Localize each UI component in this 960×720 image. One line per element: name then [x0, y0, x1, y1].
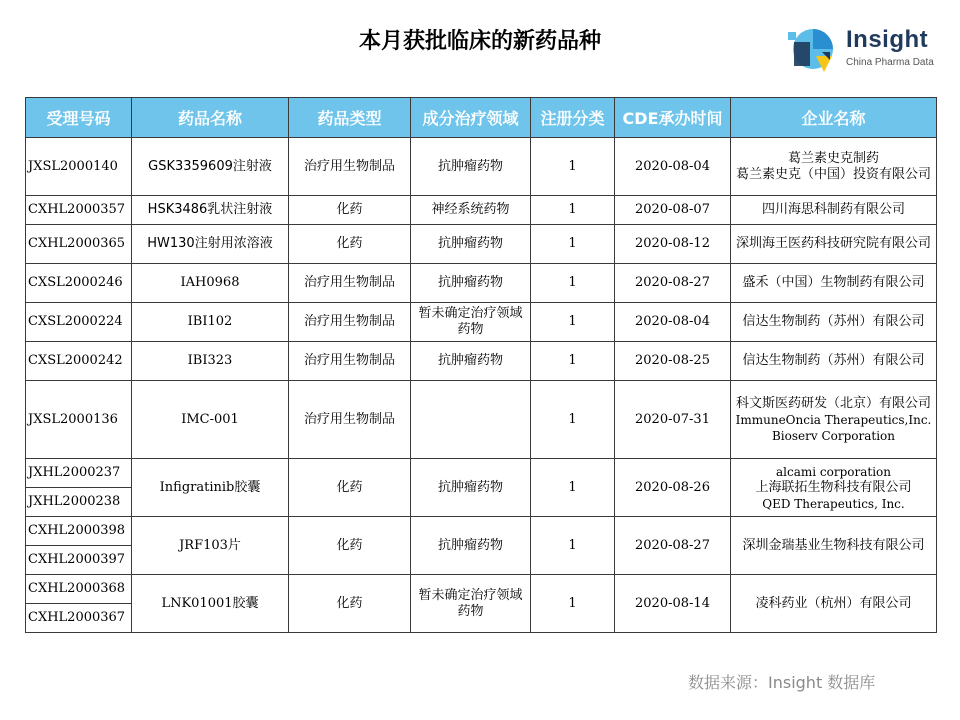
- reg-class: 1: [531, 517, 615, 575]
- acceptance-id: CXSL2000242: [26, 342, 132, 381]
- acceptance-id: CXHL2000357: [26, 196, 132, 225]
- cde-date: 2020-07-31: [615, 381, 731, 459]
- table-row: [26, 517, 937, 546]
- company: [731, 459, 937, 517]
- company-line: 凌科药业（杭州）有限公司: [755, 595, 912, 611]
- company: [731, 264, 937, 303]
- reg-class: 1: [531, 303, 615, 342]
- acceptance-id: CXSL2000246: [26, 264, 132, 303]
- reg-class: 1: [531, 225, 615, 264]
- company-line: 葛兰素史克制药: [787, 150, 879, 166]
- acceptance-id: CXSL2000224: [26, 303, 132, 342]
- reg-class: 1: [531, 138, 615, 196]
- header-cell: 企业名称: [731, 98, 937, 138]
- drug-name: HW130注射用浓溶液: [132, 225, 289, 264]
- cde-date: 2020-08-27: [615, 264, 731, 303]
- company-line: ImmuneOncia Therapeutics,Inc.: [735, 412, 932, 427]
- therapy-area: 暂未确定治疗领域药物: [411, 303, 531, 342]
- reg-class: 1: [531, 459, 615, 517]
- drug-type: 化药: [289, 196, 411, 225]
- company-line: QED Therapeutics, Inc.: [762, 496, 905, 511]
- acceptance-id: JXSL2000140: [26, 138, 132, 196]
- company: [731, 225, 937, 264]
- company: [731, 196, 937, 225]
- drug-type: 化药: [289, 459, 411, 517]
- company-line: 深圳海王医药科技研究院有限公司: [735, 236, 931, 251]
- table-row: [26, 459, 937, 488]
- drug-name: IAH0968: [132, 264, 289, 303]
- therapy-area: 抗肿瘤药物: [411, 264, 531, 303]
- acceptance-id: CXHL2000368: [26, 575, 132, 604]
- header-cell: 注册分类: [531, 98, 615, 138]
- company: [731, 303, 937, 342]
- drug-name: JRF103片: [132, 517, 289, 575]
- company-line: 盛禾（中国）生物制药有限公司: [742, 275, 925, 290]
- acceptance-id: JXSL2000136: [26, 381, 132, 459]
- cde-date: 2020-08-26: [615, 459, 731, 517]
- drug-name: GSK3359609注射液: [132, 138, 289, 196]
- company: [731, 517, 937, 575]
- table-row: [26, 196, 937, 225]
- therapy-area: 抗肿瘤药物: [411, 459, 531, 517]
- company-line: 信达生物制药（苏州）有限公司: [742, 314, 925, 329]
- table-row: [26, 575, 937, 604]
- table-row: [26, 381, 937, 459]
- acceptance-id: CXHL2000398: [26, 517, 132, 546]
- therapy-area: 神经系统药物: [411, 196, 531, 225]
- company-line: 葛兰素史克（中国）投资有限公司: [735, 166, 931, 182]
- data-source-note: 数据来源：Insight 数据库: [688, 673, 876, 692]
- reg-class: 1: [531, 342, 615, 381]
- cde-date: 2020-08-04: [615, 303, 731, 342]
- drug-table: [25, 97, 937, 633]
- therapy-area: 暂未确定治疗领域药物: [411, 575, 531, 633]
- company-line: Bioserv Corporation: [771, 428, 896, 443]
- acceptance-id: CXHL2000367: [26, 604, 132, 633]
- cde-date: 2020-08-12: [615, 225, 731, 264]
- table-row: [26, 225, 937, 264]
- company: [731, 138, 937, 196]
- therapy-area: 抗肿瘤药物: [411, 225, 531, 264]
- drug-name: IBI102: [132, 303, 289, 342]
- therapy-area: 抗肿瘤药物: [411, 517, 531, 575]
- drug-type: 化药: [289, 575, 411, 633]
- cde-date: 2020-08-14: [615, 575, 731, 633]
- header-cell: 药品类型: [289, 98, 411, 138]
- table-row: [26, 303, 937, 342]
- acceptance-id: JXHL2000237: [26, 459, 132, 488]
- reg-class: 1: [531, 196, 615, 225]
- drug-name: HSK3486乳状注射液: [132, 196, 289, 225]
- header-cell: 成分治疗领域: [411, 98, 531, 138]
- company-line: 深圳金瑞基业生物科技有限公司: [742, 537, 925, 553]
- drug-type: 化药: [289, 225, 411, 264]
- header-cell: 受理号码: [26, 98, 132, 138]
- table-row: [26, 264, 937, 303]
- drug-type: 治疗用生物制品: [289, 264, 411, 303]
- drug-name: IBI323: [132, 342, 289, 381]
- company: [731, 381, 937, 459]
- drug-name: Infigratinib胶囊: [132, 459, 289, 517]
- drug-type: 治疗用生物制品: [289, 303, 411, 342]
- company: [731, 575, 937, 633]
- table-row: [26, 138, 937, 196]
- table-header-row: [26, 98, 937, 138]
- drug-type: 治疗用生物制品: [289, 342, 411, 381]
- company-line: alcami corporation: [776, 464, 891, 479]
- header-cell: 药品名称: [132, 98, 289, 138]
- therapy-area: [411, 381, 531, 459]
- cde-date: 2020-08-27: [615, 517, 731, 575]
- table-row: [26, 342, 937, 381]
- company-line: 四川海思科制药有限公司: [761, 202, 905, 217]
- acceptance-id: JXHL2000238: [26, 488, 132, 517]
- company-line: 科文斯医药研发（北京）有限公司: [735, 395, 931, 411]
- header-cell: CDE承办时间: [615, 98, 731, 138]
- reg-class: 1: [531, 381, 615, 459]
- acceptance-id: CXHL2000397: [26, 546, 132, 575]
- drug-name: LNK01001胶囊: [132, 575, 289, 633]
- insight-logo-icon: [786, 22, 844, 76]
- page-title: 本月获批临床的新药品种: [358, 29, 601, 54]
- drug-type: 治疗用生物制品: [289, 138, 411, 196]
- cde-date: 2020-08-07: [615, 196, 731, 225]
- logo-subtitle: China Pharma Data: [846, 57, 934, 68]
- therapy-area: 抗肿瘤药物: [411, 342, 531, 381]
- drug-type: 治疗用生物制品: [289, 381, 411, 459]
- cde-date: 2020-08-25: [615, 342, 731, 381]
- logo-name: Insight: [846, 26, 929, 53]
- reg-class: 1: [531, 264, 615, 303]
- cde-date: 2020-08-04: [615, 138, 731, 196]
- company-line: 信达生物制药（苏州）有限公司: [742, 353, 925, 368]
- company-line: 上海联拓生物科技有限公司: [755, 479, 912, 495]
- company: [731, 342, 937, 381]
- insight-logo: [786, 22, 946, 76]
- acceptance-id: CXHL2000365: [26, 225, 132, 264]
- drug-name: IMC-001: [132, 381, 289, 459]
- therapy-area: 抗肿瘤药物: [411, 138, 531, 196]
- drug-type: 化药: [289, 517, 411, 575]
- reg-class: 1: [531, 575, 615, 633]
